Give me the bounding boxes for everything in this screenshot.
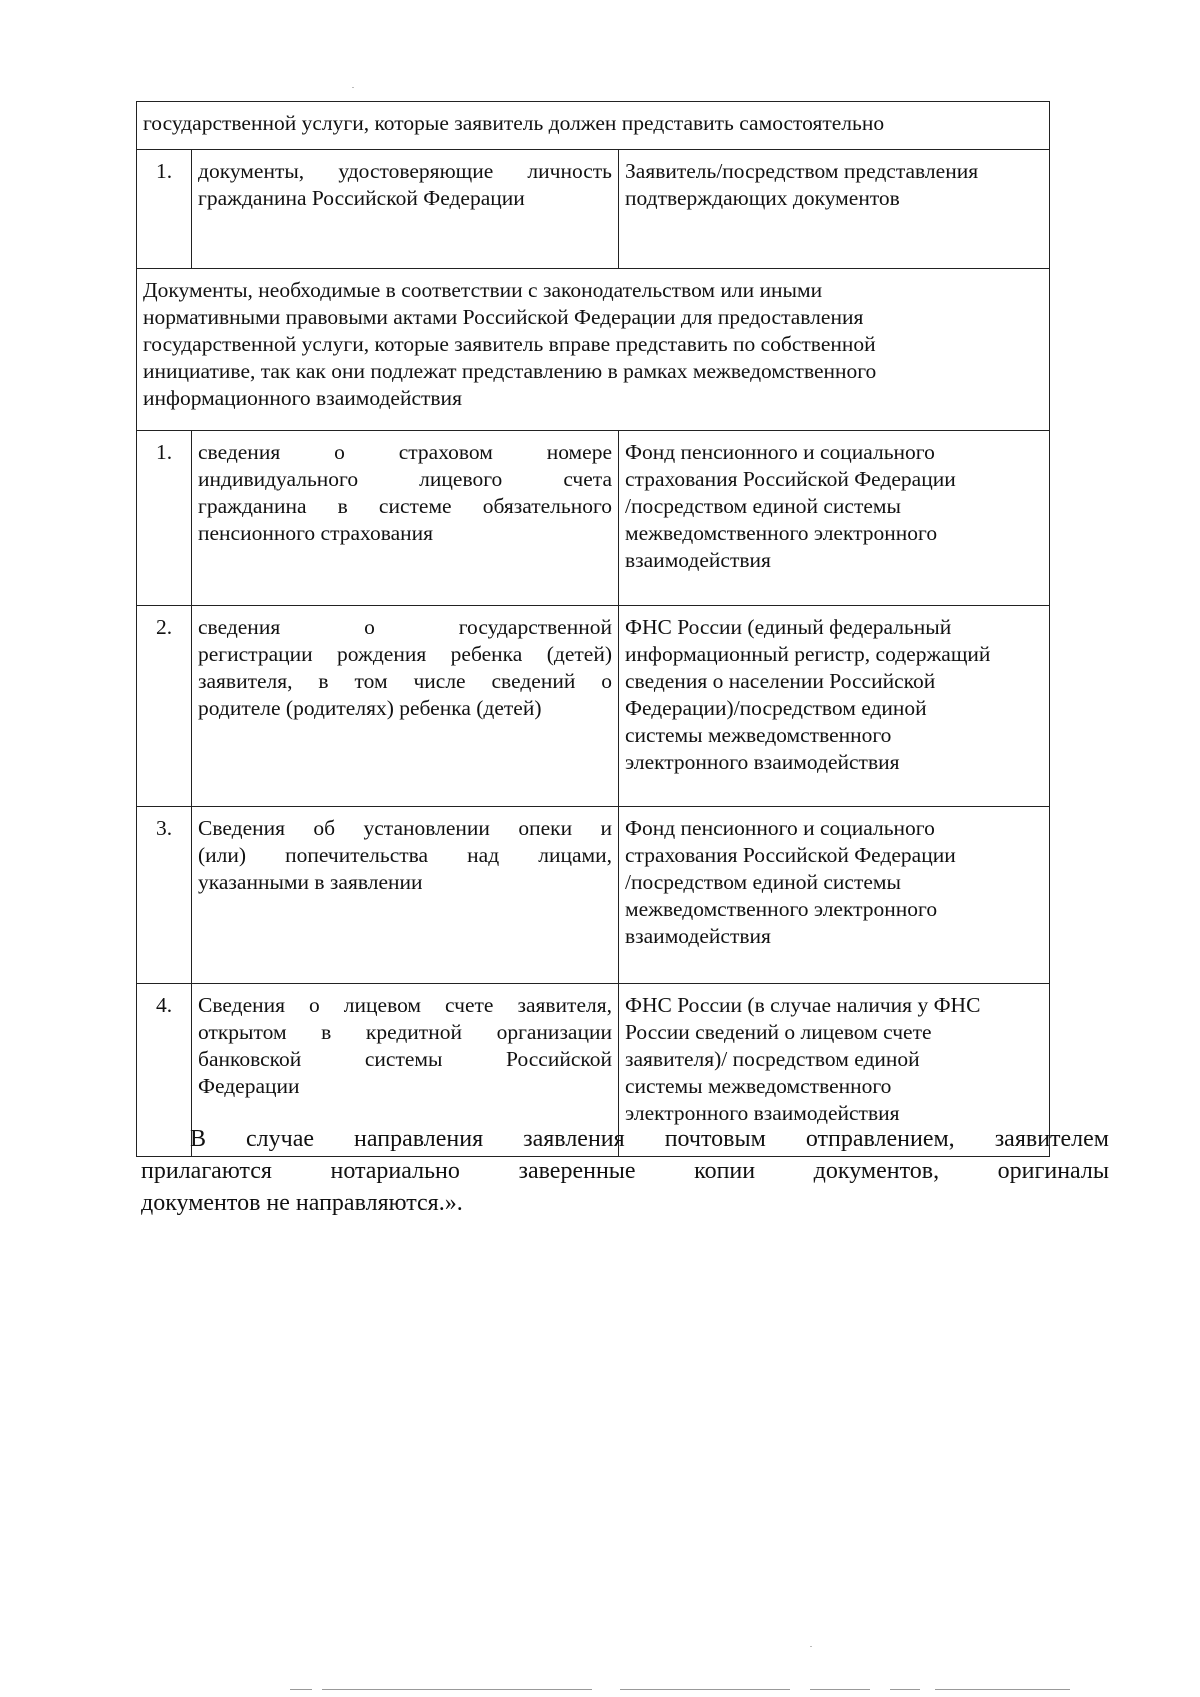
document-source-line: информационный регистр, содержащий [625,642,991,666]
section-heading-line: государственной услуги, которые заявитель вправе представить по собственной [143,332,876,356]
closing-line-1: В случае направления заявления почтовым отправлением, заявителем [190,1126,1109,1152]
continued-heading-text: государственной услуги, которые заявитель должен представить самостоятельно [143,111,885,135]
document-source-line: Заявитель/посредством представления [625,159,979,183]
document-source-line: Фонд пенсионного и социального [625,440,935,464]
scan-mark [322,1689,592,1690]
document-name-line: регистрации рождения ребенка (детей) [198,642,612,666]
row-number: 1. [137,150,192,269]
scan-speck [810,1646,812,1647]
document-name-line: указанными в заявлении [198,870,423,894]
closing-line-2: прилагаются нотариально заверенные копии документов, оригиналы [141,1158,1109,1184]
document-source-line: заявителя)/ посредством единой [625,1047,920,1071]
section-heading-line: инициативе, так как они подлежат представлению в рамках межведомственного [143,359,877,383]
document-source-line: страхования Российской Федерации [625,843,956,867]
document-name-line: пенсионного страхования [198,521,434,545]
continued-heading-cell [137,102,1050,150]
table-row [137,807,1050,984]
document-source-line: /посредством единой системы [625,870,901,894]
document-source-line: межведомственного электронного [625,521,938,545]
closing-paragraph [141,1123,1109,1219]
scan-mark [890,1689,920,1690]
section-heading-cell [137,269,1050,431]
document-name-line: гражданина Российской Федерации [198,186,525,210]
scan-mark [620,1689,790,1690]
document-source-line: ФНС России (единый федеральный [625,615,952,639]
scan-mark [810,1689,870,1690]
document-name-cell [192,150,619,269]
document-name-line: банковской системы Российской [198,1047,612,1071]
document-name-cell [192,606,619,807]
row-number: 2. [137,606,192,807]
document-name-line: открытом в кредитной организации [198,1020,612,1044]
table-row [137,150,1050,269]
section-heading-row [137,269,1050,431]
document-source-cell [619,606,1050,807]
scan-mark [290,1689,312,1690]
document-source-line: подтверждающих документов [625,186,900,210]
document-source-line: системы межведомственного [625,1074,892,1098]
document-source-line: взаимодействия [625,548,771,572]
document-source-line: взаимодействия [625,924,771,948]
document-source-line: электронного взаимодействия [625,750,900,774]
document-name-line: сведения о государственной [198,615,612,639]
scan-mark [935,1689,1070,1690]
row-number: 4. [137,984,192,1157]
document-source-line: ФНС России (в случае наличия у ФНС [625,993,981,1017]
table-header-row [137,102,1050,150]
documents-table-body [137,102,1050,1157]
document-name-line: Сведения об установлении опеки и [198,816,612,840]
closing-line-3: документов не направляются.». [141,1190,463,1216]
document-name-line: Федерации [198,1074,300,1098]
section-heading-line: информационного взаимодействия [143,386,462,410]
documents-table [136,101,1050,1157]
document-name-line: родителе (родителях) ребенка (детей) [198,696,542,720]
table-row [137,606,1050,807]
document-name-line: заявителя, в том числе сведений о [198,669,612,693]
section-heading-line: нормативными правовыми актами Российской Федерации для предоставления [143,305,864,329]
document-source-cell [619,431,1050,606]
row-number: 3. [137,807,192,984]
document-name-cell [192,431,619,606]
section-heading-line: Документы, необходимые в соответствии с законодательством или иными [143,278,823,302]
document-source-line: России сведений о лицевом счете [625,1020,932,1044]
document-name-line: гражданина в системе обязательного [198,494,612,518]
document-name-line: Сведения о лицевом счете заявителя, [198,993,612,1017]
document-source-line: системы межведомственного [625,723,892,747]
document-source-line: Федерации)/посредством единой [625,696,927,720]
document-source-line: электронного взаимодействия [625,1101,900,1125]
table-row [137,431,1050,606]
scan-footer-marks [290,1689,1070,1691]
document-name-cell [192,807,619,984]
row-number: 1. [137,431,192,606]
scan-speck [352,87,354,88]
document-name-line: сведения о страховом номере [198,440,612,464]
document-source-line: межведомственного электронного [625,897,938,921]
document-name-line: индивидуального лицевого счета [198,467,612,491]
document-source-line: /посредством единой системы [625,494,901,518]
document-source-line: Фонд пенсионного и социального [625,816,935,840]
document-source-line: страхования Российской Федерации [625,467,956,491]
document-source-line: сведения о населении Российской [625,669,936,693]
document-source-cell [619,150,1050,269]
document-name-line: (или) попечительства над лицами, [198,843,612,867]
document-name-line: документы, удостоверяющие личность [198,159,612,183]
document-source-cell [619,807,1050,984]
